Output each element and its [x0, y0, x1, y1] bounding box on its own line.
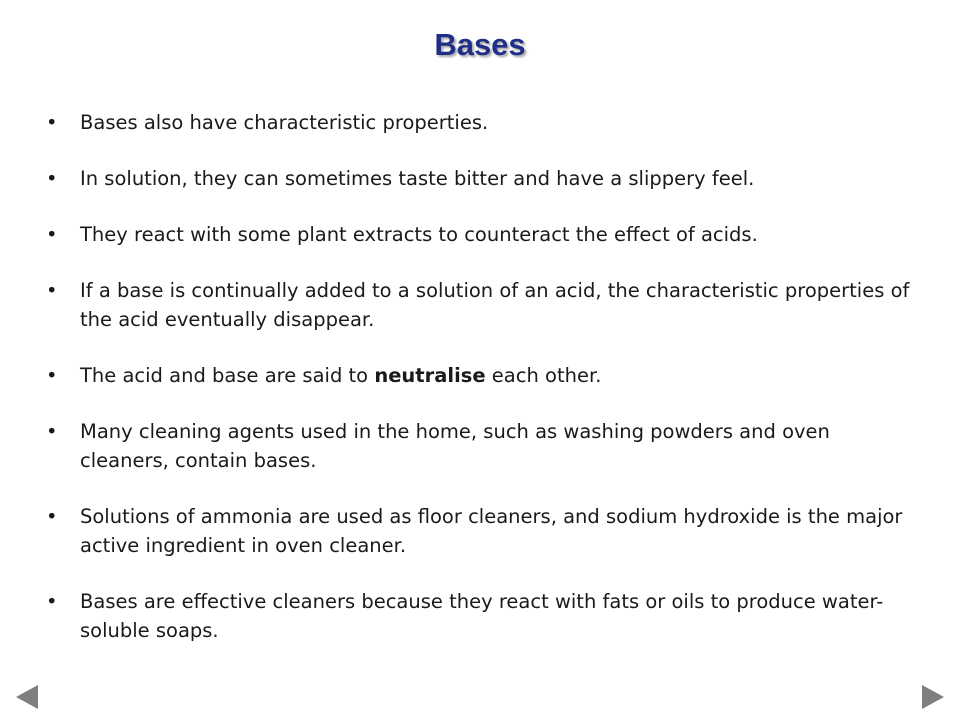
- bullet-text: Bases are effective cleaners because they react with fats or oils to produce water-soluble soaps.: [80, 590, 884, 642]
- bullet-text: Solutions of ammonia are used as floor cleaners, and sodium hydroxide is the major active ingredient in oven cleaner.: [80, 505, 903, 557]
- bullet-item: [46, 220, 916, 249]
- bullet-item: [46, 108, 916, 137]
- bullet-item: [46, 417, 916, 475]
- triangle-left-icon: [14, 684, 40, 710]
- slide-title: Bases: [434, 27, 526, 62]
- bullet-item: [46, 276, 916, 334]
- bullet-item: [46, 587, 916, 645]
- bullet-text: The acid and base are said to: [80, 364, 375, 387]
- bullet-text: In solution, they can sometimes taste bitter and have a slippery feel.: [80, 167, 755, 190]
- bullet-text: They react with some plant extracts to counteract the effect of acids.: [80, 223, 758, 246]
- bullet-text: Bases also have characteristic properties.: [80, 111, 489, 134]
- bullet-item: [46, 502, 916, 560]
- bold-term-neutralise: neutralise: [374, 364, 486, 387]
- triangle-right-icon: [920, 684, 946, 710]
- previous-slide-button[interactable]: [14, 684, 40, 710]
- bullet-text: Many cleaning agents used in the home, such as washing powders and oven cleaners, contain bases.: [80, 420, 830, 472]
- bullet-text: each other.: [485, 364, 602, 387]
- bullet-item: [46, 361, 916, 390]
- next-slide-button[interactable]: [920, 684, 946, 710]
- bullet-item: [46, 164, 916, 193]
- bullet-list: [46, 108, 916, 672]
- bullet-text: If a base is continually added to a solution of an acid, the characteristic properties of the acid eventually disappear.: [80, 279, 910, 331]
